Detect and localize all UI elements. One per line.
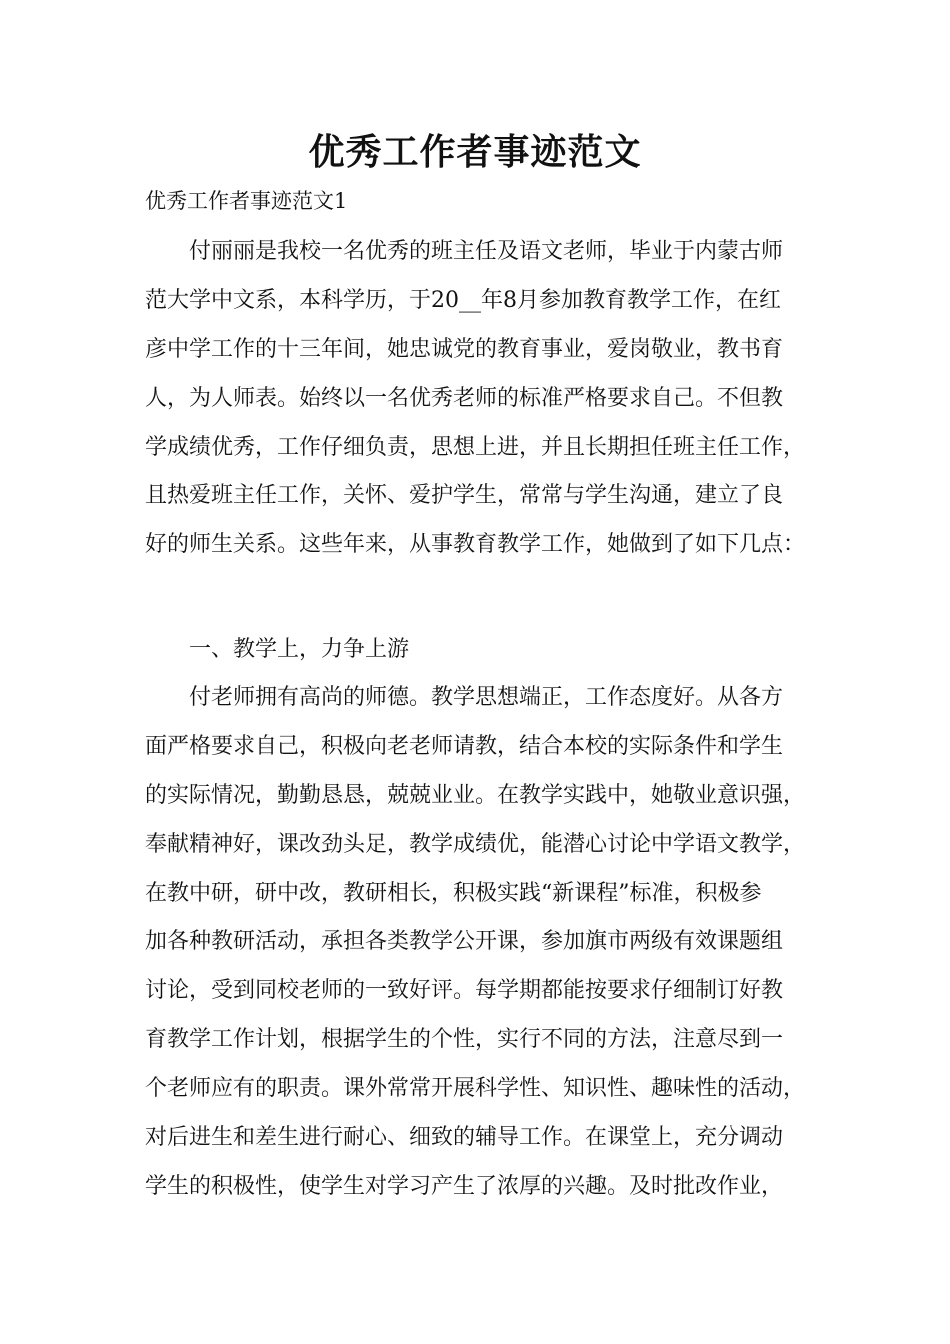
paragraph-line: 奉献精神好，课改劲头足，教学成绩优，能潜心讨论中学语文教学， bbox=[145, 831, 806, 857]
paragraph-line: 且热爱班主任工作，关怀、爱护学生，常常与学生沟通，建立了良 bbox=[145, 483, 784, 509]
paragraph-line: 学成绩优秀，工作仔细负责，思想上进，并且长期担任班主任工作， bbox=[145, 434, 806, 460]
paragraph-line: 在教中研，研中改，教研相长，积极实践“新课程”标准，积极参 bbox=[145, 880, 762, 906]
paragraph-line: 的实际情况，勤勤恳恳，兢兢业业。在教学实践中，她敬业意识强， bbox=[145, 782, 806, 808]
paragraph-1 bbox=[145, 228, 821, 570]
paragraph-line: 加各种教研活动，承担各类教学公开课，参加旗市两级有效课题组 bbox=[145, 929, 784, 955]
paragraph-2 bbox=[145, 674, 821, 1212]
paragraph-line: 讨论，受到同校老师的一致好评。每学期都能按要求仔细制订好教 bbox=[145, 978, 784, 1004]
paragraph-line: 对后进生和差生进行耐心、细致的辅导工作。在课堂上，充分调动 bbox=[145, 1125, 784, 1151]
paragraph-line: 育教学工作计划，根据学生的个性，实行不同的方法，注意尽到一 bbox=[145, 1027, 784, 1053]
paragraph-line: 面严格要求自己，积极向老老师请教，结合本校的实际条件和学生 bbox=[145, 733, 784, 759]
paragraph-line: 人，为人师表。始终以一名优秀老师的标准严格要求自己。不但教 bbox=[145, 385, 784, 411]
paragraph-line: 个老师应有的职责。课外常常开展科学性、知识性、趣味性的活动， bbox=[145, 1076, 806, 1102]
paragraph-line: 付丽丽是我校一名优秀的班主任及语文老师，毕业于内蒙古师 bbox=[189, 239, 784, 264]
document-title: 优秀工作者事迹范文 bbox=[308, 131, 642, 173]
paragraph-line: 彦中学工作的十三年间，她忠诚党的教育事业，爱岗敬业，教书育 bbox=[145, 336, 784, 362]
paragraph-line: 好的师生关系。这些年来，从事教育教学工作，她做到了如下几点： bbox=[145, 532, 806, 558]
paragraph-line: 范大学中文系，本科学历，于20__年8月参加教育教学工作，在红 bbox=[145, 287, 781, 313]
document-subtitle: 优秀工作者事迹范文1 bbox=[145, 189, 348, 213]
paragraph-line: 付老师拥有高尚的师德。教学思想端正，工作态度好。从各方 bbox=[189, 685, 784, 710]
section-heading: 一、教学上，力争上游 bbox=[189, 637, 410, 662]
paragraph-line: 学生的积极性，使学生对学习产生了浓厚的兴趣。及时批改作业， bbox=[145, 1173, 784, 1199]
